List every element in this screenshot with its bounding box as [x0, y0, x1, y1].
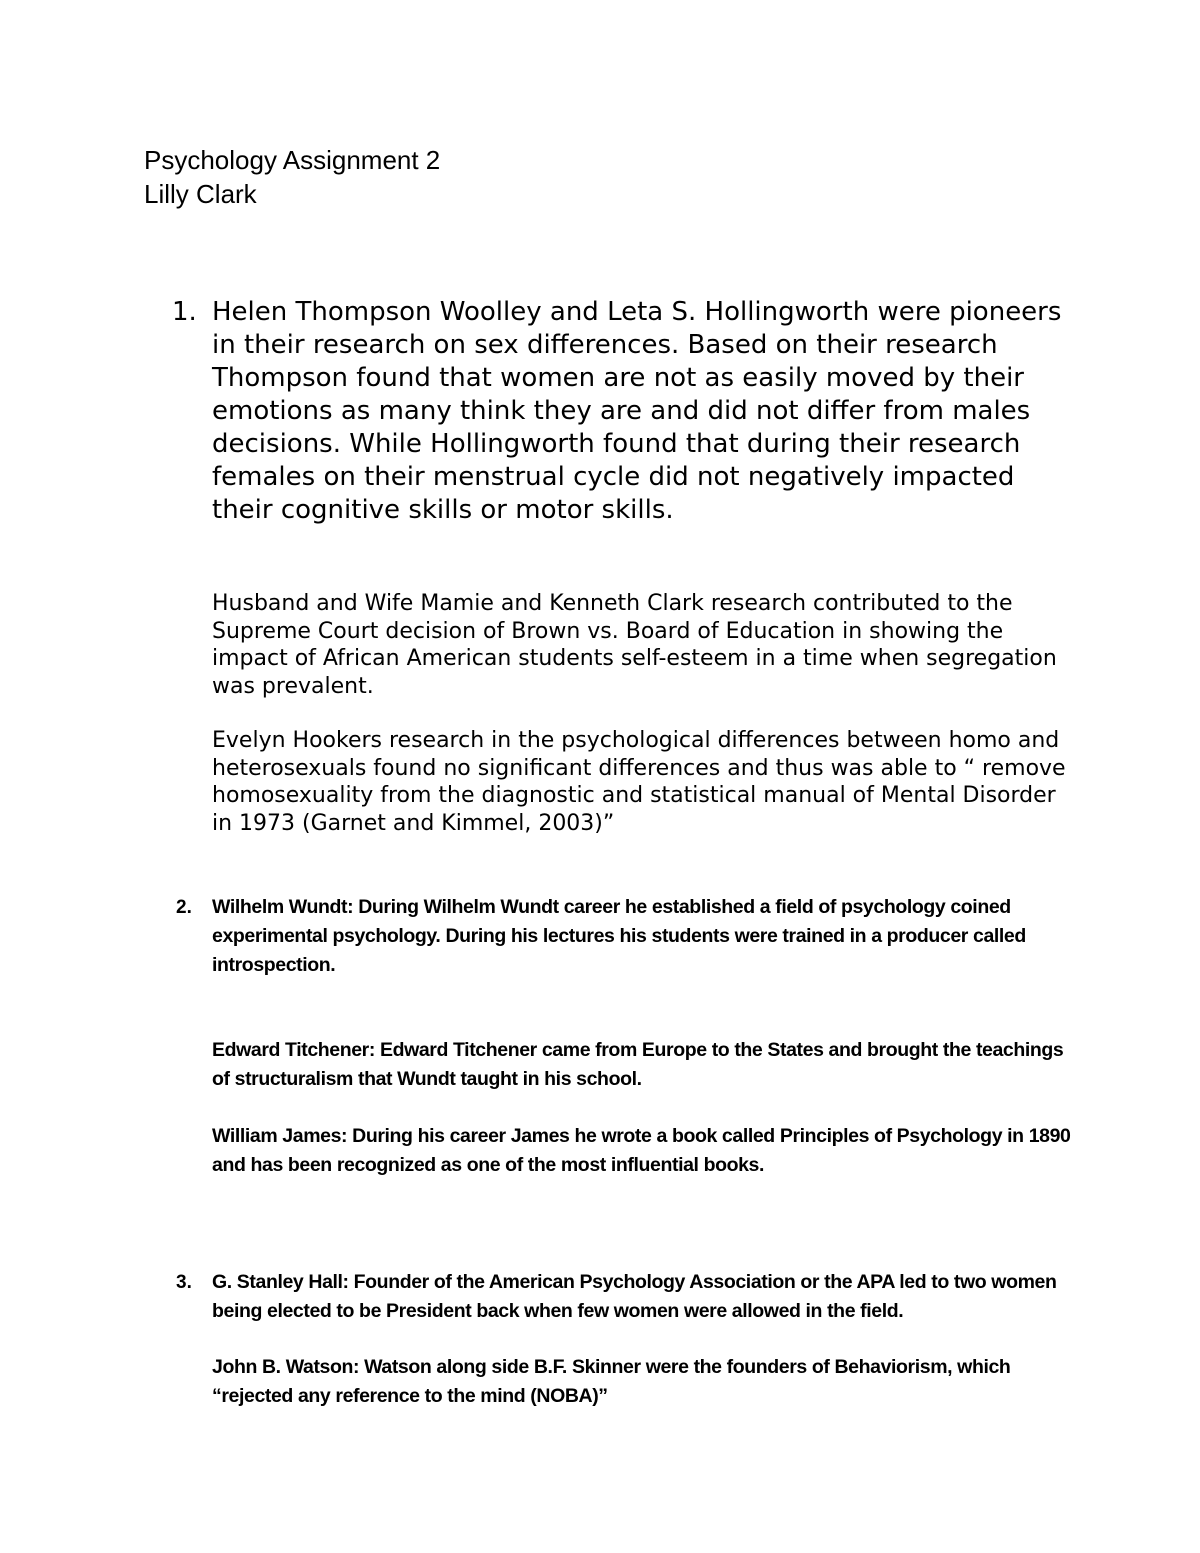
- document-header: [144, 143, 440, 211]
- list-number: 1.: [172, 297, 197, 327]
- james-paragraph: William James: During his career James he wrote a book called Principles of Psychology in 1890 and has been recognized as one of the most influential books.: [212, 1125, 1071, 1176]
- clark-paragraph: Husband and Wife Mamie and Kenneth Clark research contributed to the Supreme Court decision of Brown vs. Board of Education in showing the impact of African American students self-esteem in a time when segregation was prevalent.: [212, 591, 1057, 699]
- author-name: Lilly Clark: [144, 179, 257, 209]
- watson-paragraph: John B. Watson: Watson along side B.F. Skinner were the founders of Behaviorism, which “rejected any reference to the mind (NOBA)”: [212, 1356, 1011, 1407]
- hooker-paragraph: Evelyn Hookers research in the psychological differences between homo and heterosexuals found no significant differences and thus was able to “ remove homosexuality from the diagnostic and statistical manual of Mental Disorder in 1973 (Garnet and Kimmel, 2003)”: [212, 728, 1066, 836]
- list-number: 2.: [176, 897, 192, 918]
- hall-paragraph: G. Stanley Hall: Founder of the American Psychology Association or the APA led to two women being elected to be President back when few women were allowed in the field.: [212, 1271, 1057, 1322]
- wundt-paragraph: Wilhelm Wundt: During Wilhelm Wundt career he established a field of psychology coined experimental psychology. During his lectures his students were trained in a producer called introspection.: [212, 896, 1026, 976]
- titchener-paragraph: Edward Titchener: Edward Titchener came from Europe to the States and brought the teachings of structuralism that Wundt taught in his school.: [212, 1039, 1064, 1090]
- document-title: Psychology Assignment 2: [144, 145, 441, 175]
- list-number: 3.: [176, 1272, 192, 1293]
- answer-1-paragraph: Helen Thompson Woolley and Leta S. Hollingworth were pioneers in their research on sex differences. Based on their research Thompson found that women are not as easily moved by their emotions as many think they are and did not differ from males decisions. While Hollingworth found that during their research females on their menstrual cycle did not negatively impacted their cognitive skills or motor skills.: [212, 297, 1062, 525]
